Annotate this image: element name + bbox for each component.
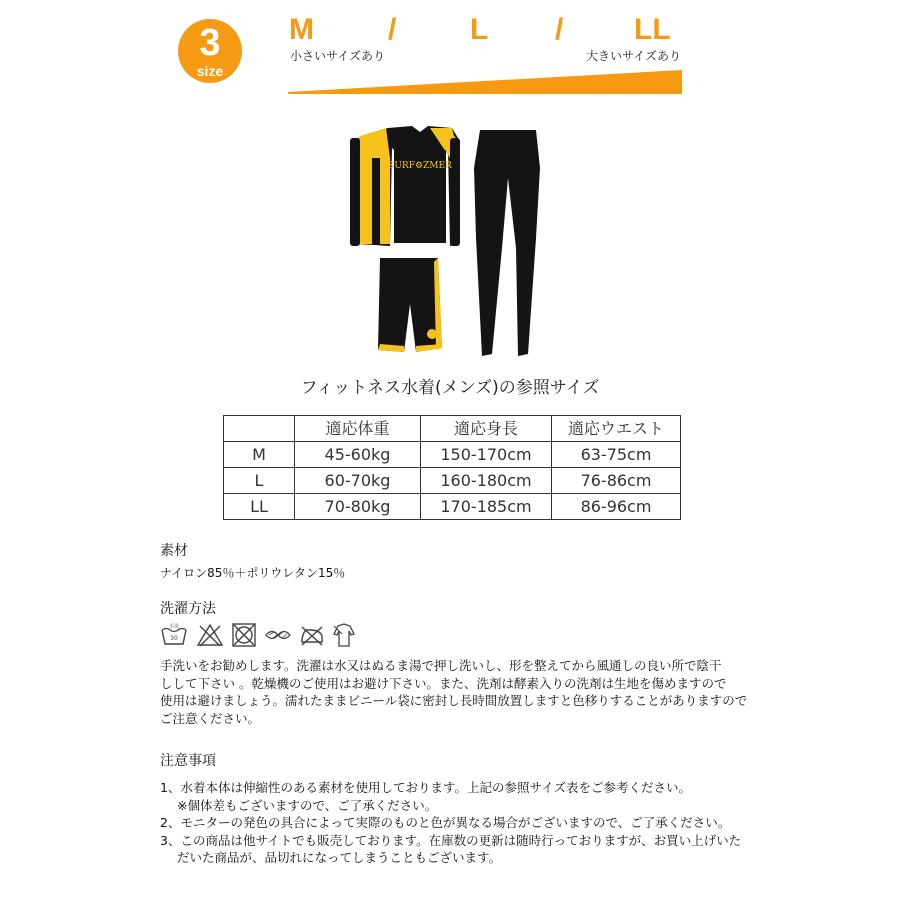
hang-dry-shade-icon <box>330 622 358 648</box>
table-cell: 45-60kg <box>295 442 421 468</box>
no-iron-icon <box>298 622 326 648</box>
note-line: 3、この商品は他サイトでも販売しております。在庫数の更新は随時行っておりますが、お買い上げいた <box>160 832 742 848</box>
badge-word: size <box>196 63 224 79</box>
table-header-cell: 適応身長 <box>421 416 552 442</box>
size-ll-label: LL <box>634 13 671 46</box>
large-size-note: 大きいサイズあり <box>586 49 682 63</box>
table-cell: 70-80kg <box>295 494 421 520</box>
table-cell: 170-185cm <box>421 494 552 520</box>
brand-logo-text: SURF⚙ZMER <box>388 161 452 171</box>
svg-text:30: 30 <box>170 635 178 642</box>
size-separator: / <box>388 13 397 46</box>
svg-text:手洗: 手洗 <box>168 624 180 630</box>
badge-number: 3 <box>199 22 221 64</box>
rash-guard-shirt <box>350 126 460 246</box>
table-row <box>224 468 681 494</box>
care-line: ご注意ください。 <box>160 710 261 726</box>
note-line: 2、モニターの発色の具合によって実際のものと色が異なる場合がございますので、ご了承ください。 <box>160 815 731 830</box>
table-cell: 150-170cm <box>421 442 552 468</box>
note-line: 1、水着本体は伸縮性のある素材を使用しております。上記の参照サイズ表をご参考ください。 <box>160 780 691 795</box>
small-size-note: 小さいサイズあり <box>290 49 386 63</box>
no-tumble-dry-icon <box>230 622 258 648</box>
table-cell: 63-75cm <box>552 442 681 468</box>
leggings <box>474 130 540 356</box>
table-cell: M <box>224 442 295 468</box>
table-cell: 160-180cm <box>421 468 552 494</box>
table-header-cell: 適応ウエスト <box>552 416 681 442</box>
table-header-cell: 適応体重 <box>295 416 421 442</box>
table-cell: LL <box>224 494 295 520</box>
notes-list <box>160 779 780 867</box>
note-line: ※個体差もございますので、ご了承ください。 <box>177 797 438 813</box>
wash-net-icon <box>264 622 292 648</box>
care-instructions <box>160 657 760 727</box>
table-cell: 60-70kg <box>295 468 421 494</box>
size-separator: / <box>555 13 564 46</box>
product-image <box>350 118 550 368</box>
care-line: 使用は避けましょう。濡れたままビニール袋に密封し長時間放置しますと色移りすることがありますので <box>160 693 748 708</box>
hand-wash-30-icon <box>160 622 188 648</box>
table-cell: 76-86cm <box>552 468 681 494</box>
table-cell: 86-96cm <box>552 494 681 520</box>
care-line: しして下さい 。乾燥機のご使用はお避け下さい。また、洗剤は酵素入りの洗剤は生地を傷めますので <box>160 675 727 691</box>
table-row <box>224 494 681 520</box>
size-count-badge <box>178 19 242 83</box>
size-scale-bar <box>288 70 682 94</box>
care-heading: 洗濯方法 <box>160 601 216 617</box>
material-text: ナイロン85％＋ポリウレタン15％ <box>160 566 346 580</box>
shorts <box>378 258 442 352</box>
care-line: 手洗いをお勧めします。洗濯は水又はぬるま湯で押し洗いし、形を整えてから風通しの良い所で陰干 <box>160 658 722 673</box>
table-header-row <box>224 416 681 442</box>
notes-heading: 注意事項 <box>160 753 216 769</box>
size-table <box>223 415 681 520</box>
no-bleach-icon <box>196 622 224 648</box>
size-chart-title: フィットネス水着(メンズ)の参照サイズ <box>300 378 600 398</box>
material-heading: 素材 <box>160 543 188 559</box>
table-cell: L <box>224 468 295 494</box>
size-l-label: L <box>470 13 489 46</box>
table-row <box>224 442 681 468</box>
note-line: だいた商品が、品切れになってしまうこともございます。 <box>177 850 502 865</box>
size-m-label: M <box>289 13 314 46</box>
table-header-cell <box>224 416 295 442</box>
